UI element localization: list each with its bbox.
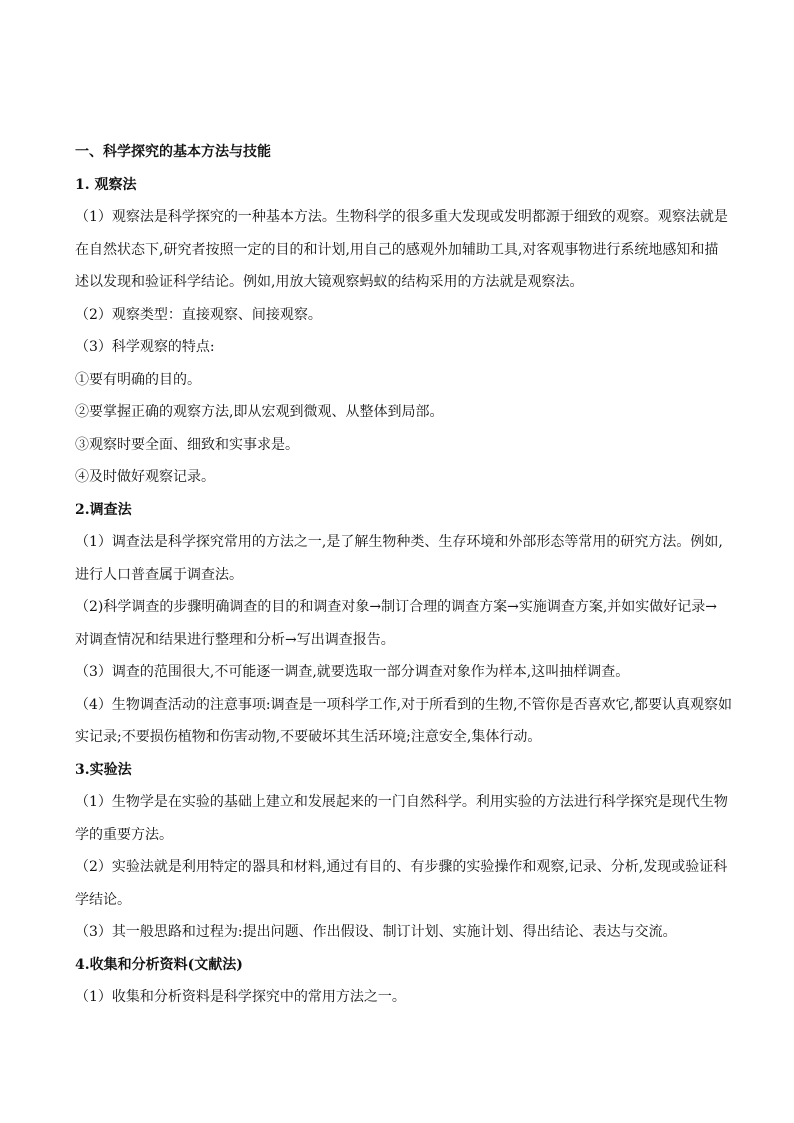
experiment-line: （1）生物学是在实验的基础上建立和发展起来的一门自然科学。利用实验的方法进行科学探究是现代生物 (75, 794, 728, 810)
observation-line: 述以发现和验证科学结论。例如,用放大镜观察蚂蚁的结构采用的方法就是观察法。 (75, 274, 584, 290)
observation-heading: 1. 观察法 (75, 176, 137, 193)
observation-line: ①要有明确的目的。 (75, 371, 201, 388)
survey-line: （1）调查法是科学探究常用的方法之一,是了解生物种类、生存环境和外部形态等常用的研究方法。例如, (75, 534, 723, 550)
survey-line: （2)科学调查的步骤明确调查的目的和调查对象→制订合理的调查方案→实施调查方案,并如实做好记录→ (75, 599, 718, 615)
experiment-line: （3）其一般思路和过程为:提出问题、作出假设、制订计划、实施计划、得出结论、表达与交流。 (75, 924, 677, 940)
observation-line: 在自然状态下,研究者按照一定的目的和计划,用自己的感观外加辅助工具,对客观事物进行系统地感知和描 (75, 241, 719, 258)
experiment-line: 学结论。 (75, 891, 131, 908)
observation-line: ③观察时要全面、细致和实事求是。 (75, 436, 299, 453)
observation-line: （3）科学观察的特点: (75, 339, 215, 355)
observation-line: ②要掌握正确的观察方法,即从宏观到微观、从整体到局部。 (75, 404, 444, 420)
document-page (75, 136, 732, 1014)
survey-heading: 2.调查法 (75, 501, 132, 518)
observation-line: （2）观察类型：直接观察、间接观察。 (75, 306, 322, 323)
experiment-line: （2）实验法就是利用特定的器具和材料,通过有目的、有步骤的实验操作和观察,记录、分析,发现或验证科 (75, 859, 728, 875)
section-title: 一、科学探究的基本方法与技能 (75, 144, 271, 160)
survey-line: 进行人口普查属于调查法。 (75, 566, 243, 583)
survey-line: 对调查情况和结果进行整理和分析→写出调查报告。 (75, 631, 395, 648)
observation-line: （1）观察法是科学探究的一种基本方法。生物科学的很多重大发现或发明都源于细致的观察。观察法就是 (75, 209, 728, 225)
survey-line: （4）生物调查活动的注意事项:调查是一项科学工作,对于所看到的生物,不管你是否喜欢它,都要认真观察如 (75, 696, 732, 713)
survey-line: （3）调查的范围很大,不可能逐一调查,就要选取一部分调查对象作为样本,这叫抽样调查。 (75, 664, 630, 680)
literature-heading: 4.收集和分析资料(文献法) (75, 956, 243, 973)
experiment-line: 学的重要方法。 (75, 826, 173, 843)
literature-line: （1）收集和分析资料是科学探究中的常用方法之一。 (75, 989, 406, 1005)
experiment-heading: 3.实验法 (75, 761, 132, 778)
survey-line: 实记录;不要损伤植物和伤害动物,不要破坏其生活环境;注意安全,集体行动。 (75, 729, 542, 745)
observation-line: ④及时做好观察记录。 (75, 469, 215, 485)
